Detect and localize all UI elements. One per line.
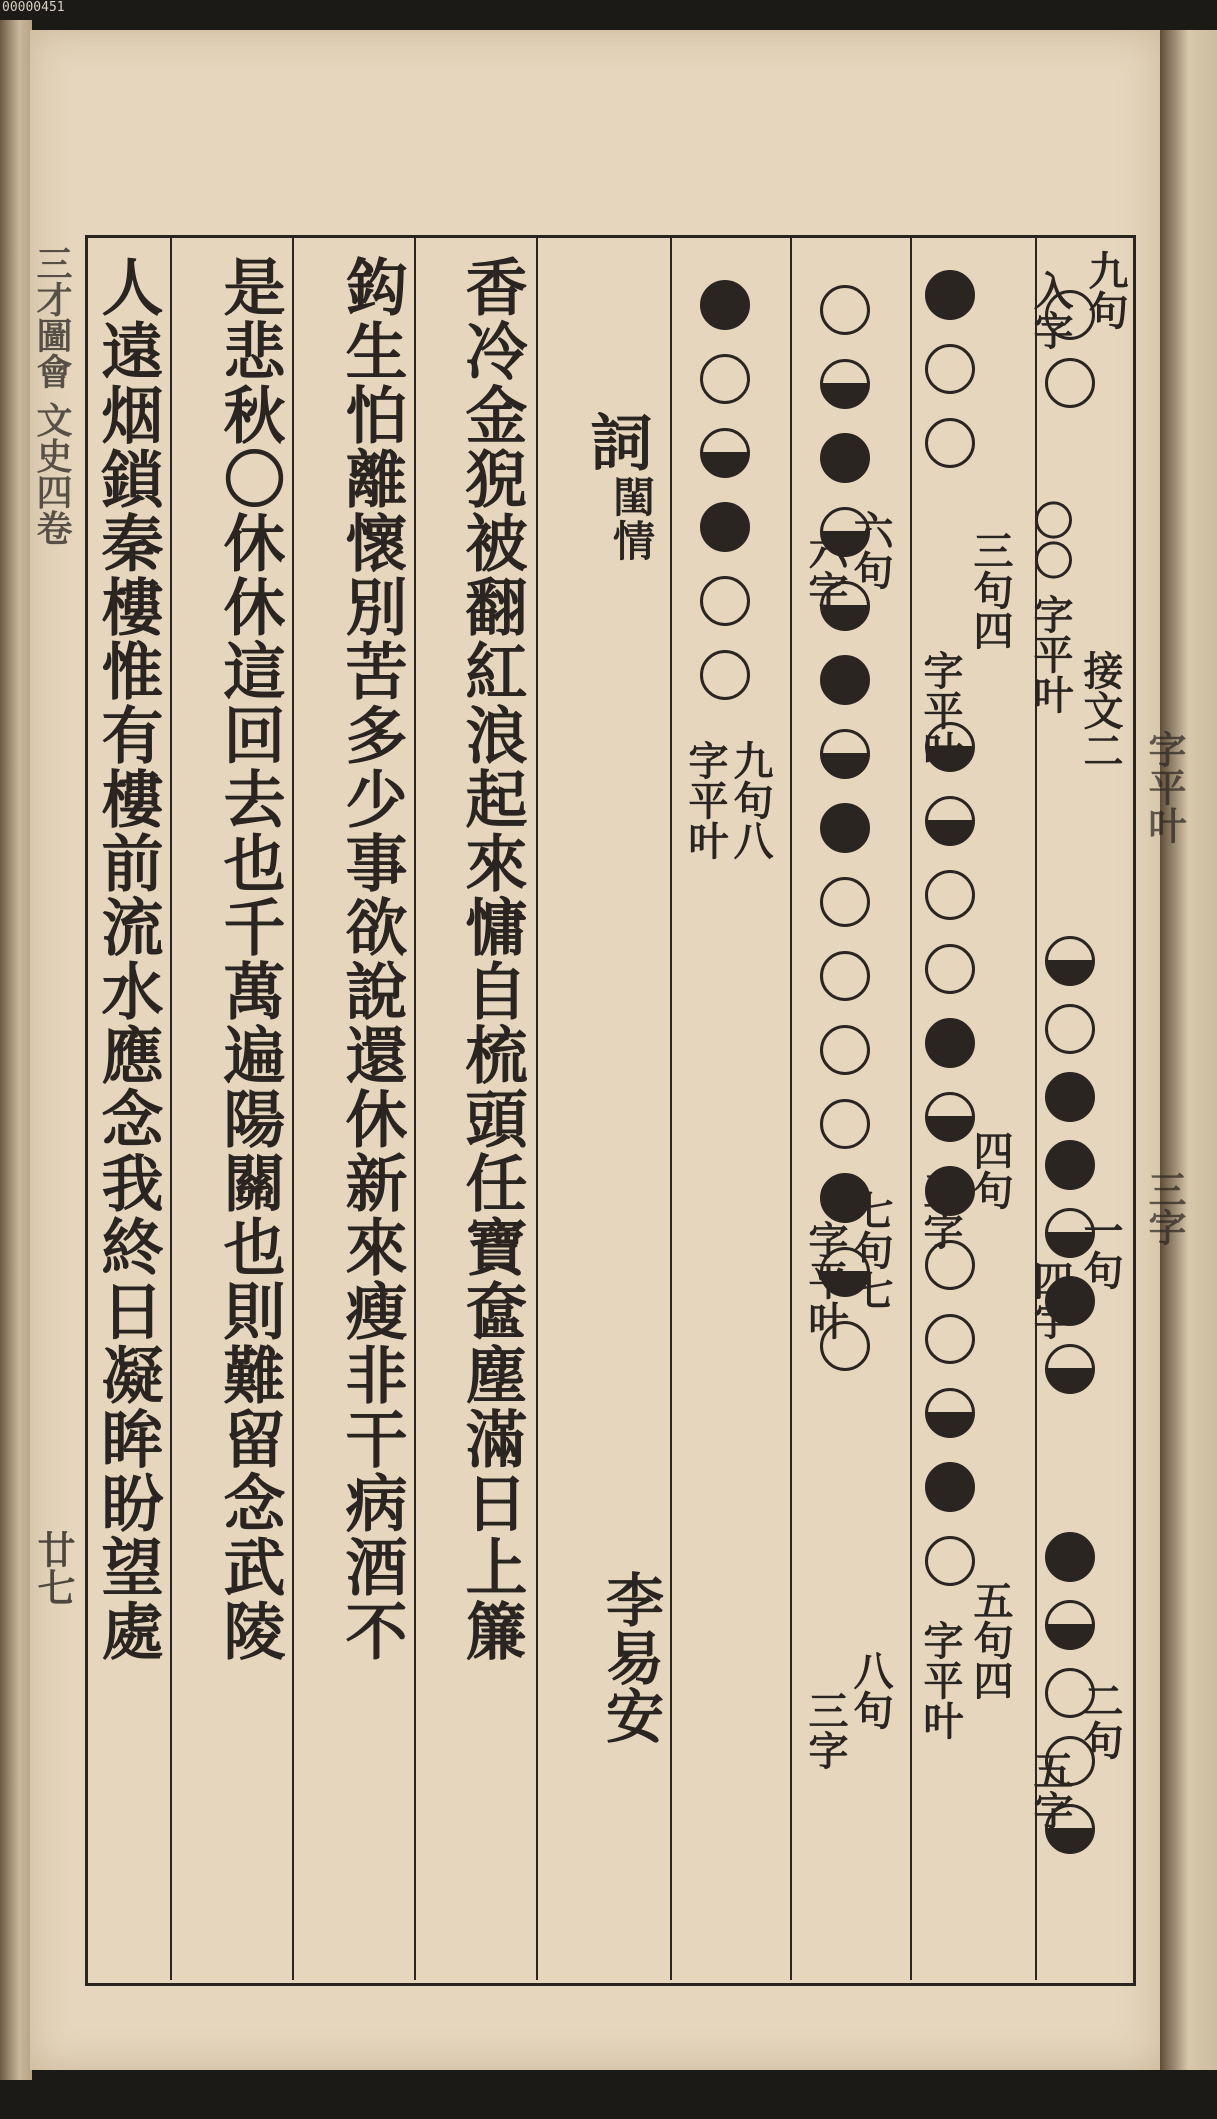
tone-mark-empty bbox=[1045, 358, 1095, 408]
page-edge-left bbox=[0, 20, 32, 2080]
column-rule bbox=[414, 235, 416, 1980]
poem-line-4: 人遠烟鎖秦樓惟有樓前流水應念我終日凝眸盼望處 bbox=[91, 255, 164, 1663]
poem-line-3: 是悲秋〇休休這回去也千萬遍陽關也則難留念武陵 bbox=[213, 255, 286, 1663]
pattern-note: 一句 bbox=[1077, 1210, 1124, 1290]
pattern-note: 五字 bbox=[1027, 1750, 1074, 1830]
tone-mark-full bbox=[925, 1462, 975, 1512]
poem-subtitle: 閨情 bbox=[607, 475, 656, 563]
tone-mark-empty bbox=[820, 951, 870, 1001]
tone-mark-empty bbox=[925, 944, 975, 994]
tone-mark-full bbox=[700, 502, 750, 552]
tone-mark-full bbox=[1045, 1072, 1095, 1122]
page-edge-right bbox=[1160, 30, 1217, 2070]
tone-mark-empty bbox=[700, 650, 750, 700]
tone-mark-full bbox=[1045, 1140, 1095, 1190]
tone-mark-full bbox=[820, 433, 870, 483]
poem-title: 詞 bbox=[580, 410, 653, 474]
tone-mark-empty bbox=[700, 576, 750, 626]
pattern-note: 四句 bbox=[967, 1130, 1014, 1210]
archive-id: 00000451 bbox=[2, 0, 65, 15]
pattern-note: 二句 bbox=[1077, 1680, 1124, 1760]
pattern-note: 三句四 bbox=[967, 530, 1014, 650]
pattern-note: 五字 bbox=[917, 1170, 964, 1250]
tone-mark-full bbox=[1045, 1532, 1095, 1582]
column-rule bbox=[790, 235, 792, 1980]
tone-mark-half bbox=[925, 796, 975, 846]
tone-mark-full bbox=[820, 803, 870, 853]
tone-mark-half bbox=[1045, 1600, 1095, 1650]
column-rule bbox=[170, 235, 172, 1980]
next-page-fragment-2: 三字 bbox=[1142, 1170, 1187, 1246]
tone-mark-empty bbox=[925, 1536, 975, 1586]
tone-mark-half bbox=[820, 729, 870, 779]
tone-mark-full bbox=[925, 1018, 975, 1068]
pattern-note: 字平叶 bbox=[802, 1220, 849, 1340]
column-rule bbox=[1035, 235, 1037, 1980]
tone-mark-empty bbox=[820, 1099, 870, 1149]
tone-mark-empty bbox=[820, 285, 870, 335]
tone-mark-half bbox=[700, 428, 750, 478]
next-page-fragment-1: 字平叶 bbox=[1142, 730, 1187, 844]
pattern-note: 七句七 bbox=[847, 1190, 894, 1310]
pattern-note: 接文二 bbox=[1077, 650, 1124, 770]
tone-mark-half bbox=[820, 359, 870, 409]
pattern-note: 四字 bbox=[1027, 1260, 1074, 1340]
poem-line-1: 香冷金猊被翻紅浪起來慵自梳頭任寶奩塵滿日上簾 bbox=[455, 255, 528, 1663]
pattern-note: 三字 bbox=[802, 1690, 849, 1770]
tone-mark-empty bbox=[820, 877, 870, 927]
pattern-note: 六句 bbox=[847, 510, 894, 590]
pattern-note: 字平叶 bbox=[682, 740, 729, 860]
pattern-note: 九句 bbox=[1082, 250, 1129, 330]
pattern-note: 六字 bbox=[802, 530, 849, 610]
tone-mark-empty bbox=[1045, 1004, 1095, 1054]
pattern-note: 字平叶 bbox=[917, 1620, 964, 1740]
tone-mark-empty bbox=[925, 418, 975, 468]
tone-mark-empty bbox=[925, 1314, 975, 1364]
tone-mark-empty bbox=[820, 1025, 870, 1075]
column-rule bbox=[536, 235, 538, 1980]
tone-mark-half bbox=[925, 1388, 975, 1438]
poem-author: 李易安 bbox=[596, 1570, 664, 1744]
pattern-note: 九句八 bbox=[727, 740, 774, 860]
tone-mark-full bbox=[820, 655, 870, 705]
column-rule bbox=[910, 235, 912, 1980]
tone-mark-half bbox=[1045, 936, 1095, 986]
pattern-note: 八句 bbox=[847, 1650, 894, 1730]
pattern-note: 〇〇 字平叶 bbox=[1027, 500, 1074, 714]
tone-mark-empty bbox=[700, 354, 750, 404]
tone-mark-empty bbox=[925, 870, 975, 920]
pattern-note: 五句四 bbox=[967, 1580, 1014, 1700]
pattern-note: 字平叶 bbox=[917, 650, 964, 770]
poem-line-2: 鈎生怕離懷別苦多少事欲說還休新來瘦非干病酒不 bbox=[335, 255, 408, 1663]
pattern-note: 入字 bbox=[1027, 270, 1074, 350]
folio-number: 廿七 bbox=[31, 1530, 76, 1606]
tone-mark-full bbox=[925, 270, 975, 320]
tone-mark-empty bbox=[925, 344, 975, 394]
column-rule bbox=[292, 235, 294, 1980]
margin-edge-text: 三才圖會 文史四卷 bbox=[31, 245, 73, 546]
tone-mark-half bbox=[1045, 1344, 1095, 1394]
tone-mark-full bbox=[700, 280, 750, 330]
book-page bbox=[30, 30, 1187, 2070]
